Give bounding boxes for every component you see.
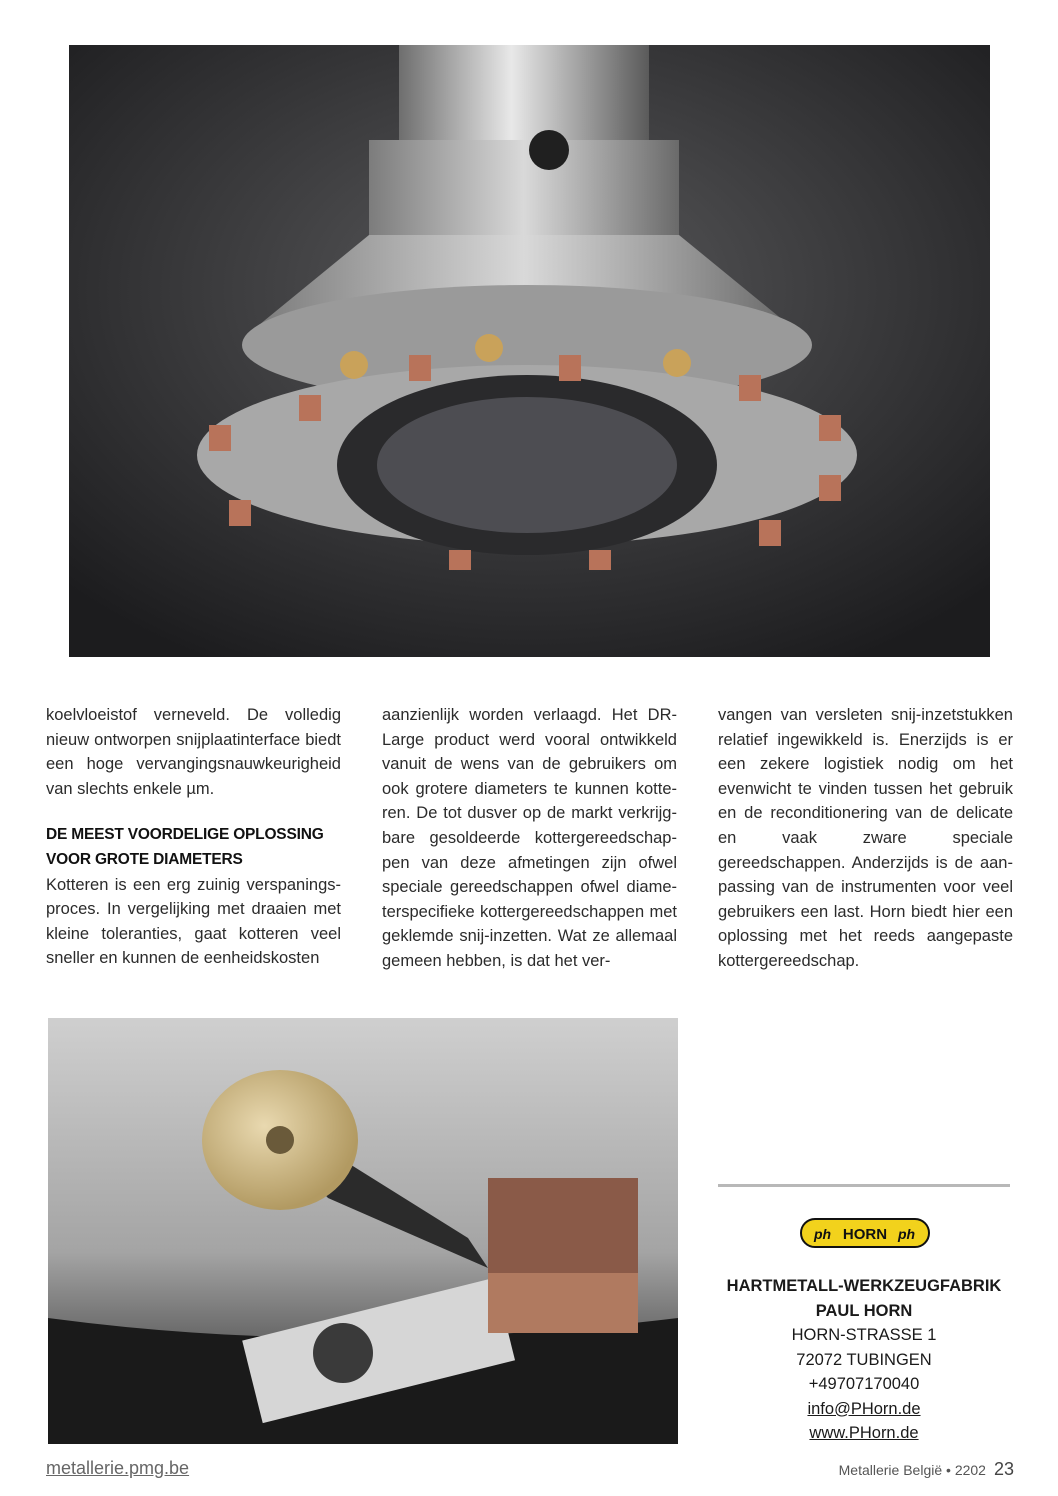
website-link[interactable]: www.PHorn.de [809,1424,919,1442]
horn-logo [800,1218,930,1248]
article-paragraph: koelvloeistof verneveld. De volledig nieuw ontworpen snijplaatinterface biedt een hoge vervangingsnauwkeurigheid van slechts enkele µm. [46,706,341,798]
article-paragraph: Kotteren is een erg zuinig verspaningsproces. In vergelijking met draaien met kleine toleranties, gaat kotteren veel sneller en kunnen de eenheidskosten [46,875,341,968]
logo-text: HORN [842,1226,888,1243]
contact-divider [718,1184,1010,1187]
company-name-line1: HARTMETALL-WERKZEUGFABRIK [726,1277,1002,1295]
article-column-3 [718,703,1013,974]
article-paragraph: vangen van versleten snij-inzetstukken relatief ingewikkeld is. Enerzijds is er een zekere logistiek nodig om het evenwicht te vinden tussen het gebruik en de reconditionering van de delicate en vaak zware speciale gereedschappen. Anderzijds is de aanpassing van de instrumenten voor veel gebruikers een last. Horn biedt hier een oplossing met het reeds aangepaste kottergereedschap. [718,706,1013,970]
logo-mark-left: ph [814,1226,832,1242]
cutting-insert-closeup-photo [48,1018,678,1444]
footer-site-link[interactable]: metallerie.pmg.be [46,1458,190,1478]
phone-number: +49707170040 [808,1375,920,1393]
article-column-2 [382,703,677,974]
page-number: 23 [993,1459,1014,1479]
boring-tool-photo [69,45,990,657]
article-paragraph: aanzienlijk worden verlaagd. Het DR-Large product werd vooral ontwikkeld vanuit de wens van de gebruikers om ook grotere diameters te kunnen kotteren. De tot dusver op de markt verkrijgbare gesoldeerde kottergereedschappen van deze afmetingen zijn ofwel speciale gereedschappen ofwel diameterspecifieke kottergereedschappen met geklemde snij-inzetten. Wat ze allemaal gemeen hebben, is dat het ver- [382,706,677,970]
magazine-issue: Metallerie België • 2202 [838,1462,986,1478]
contact-block [718,1274,1010,1446]
article-column-1 [46,703,341,971]
company-name-line2: PAUL HORN [815,1301,913,1320]
footer-magazine-info [839,1459,1014,1480]
logo-mark-right: ph [898,1226,916,1242]
section-heading: DE MEEST VOORDELIGE OPLOSSING VOOR GROTE DIAMETERS [46,826,324,868]
city-address: 72072 TUBINGEN [796,1350,932,1369]
street-address: HORN-STRASSE 1 [791,1326,937,1344]
email-link[interactable]: info@PHorn.de [807,1399,921,1418]
